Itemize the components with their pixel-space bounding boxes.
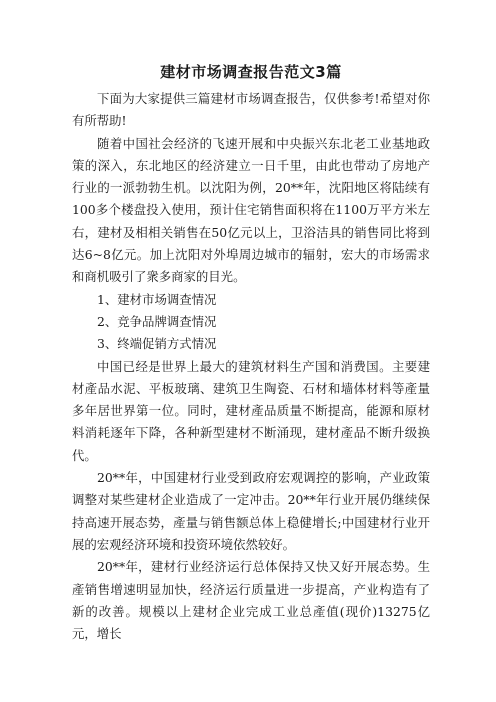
list-item-promotion-survey: 3、终端促销方式情况: [97, 336, 217, 352]
paragraph-economic-performance: 20**年，建材行业经济运行总体保持又快又好开展态势。生產销售增速明显加快，经济运行质量进一步提高，产业构造有了新的改善。规模以上建材企业完成工业总產值(现价)13275亿元，增长: [72, 559, 430, 642]
paragraph-macro-policy: 20**年，中国建材行业受到政府宏观调控的影响，产业政策调整对某些建材企业造成了一定冲击。20**年行业开展仍继续保持高速开展态势，產量与销售额总体上稳健增长;中国建材行业开展的宏观经济环境和投资环境依然较好。: [72, 470, 430, 552]
document-title: 建材市场调查报告范文3篇: [160, 63, 342, 81]
paragraph-intro: 下面为大家提供三篇建材市场调查报告，仅供参考!希望对你有所帮助!: [72, 91, 430, 129]
paragraph-industry-overview: 中国已经是世界上最大的建筑材料生产国和消费国。主要建材產品水泥、平板玻璃、建筑卫生陶瓷、石材和墙体材料等產量多年居世界第一位。同时，建材產品质量不断提高，能源和原材料消耗逐年下降，各种新型建材不断涌现，建材產品不断升级换代。: [72, 358, 430, 463]
paragraph-background: 随着中国社会经济的飞速开展和中央振兴东北老工业基地政策的深入，东北地区的经济建立一日千里，由此也带动了房地产行业的一派勃勃生机。以沈阳为例，20**年，沈阳地区将陆续有100多个楼盘投入使用，预计住宅销售面积将在1100万平方米左右，建材及相相关销售在50亿元以上，卫浴洁具的销售同比将到达6~8亿元。加上沈阳对外埠周边城市的辐射，宏大的市场需求和商机吸引了衆多商家的目光。: [72, 135, 430, 285]
list-item-market-survey: 1、建材市场调查情况: [97, 291, 217, 307]
list-item-competitor-survey: 2、竞争品牌调查情况: [97, 313, 217, 329]
